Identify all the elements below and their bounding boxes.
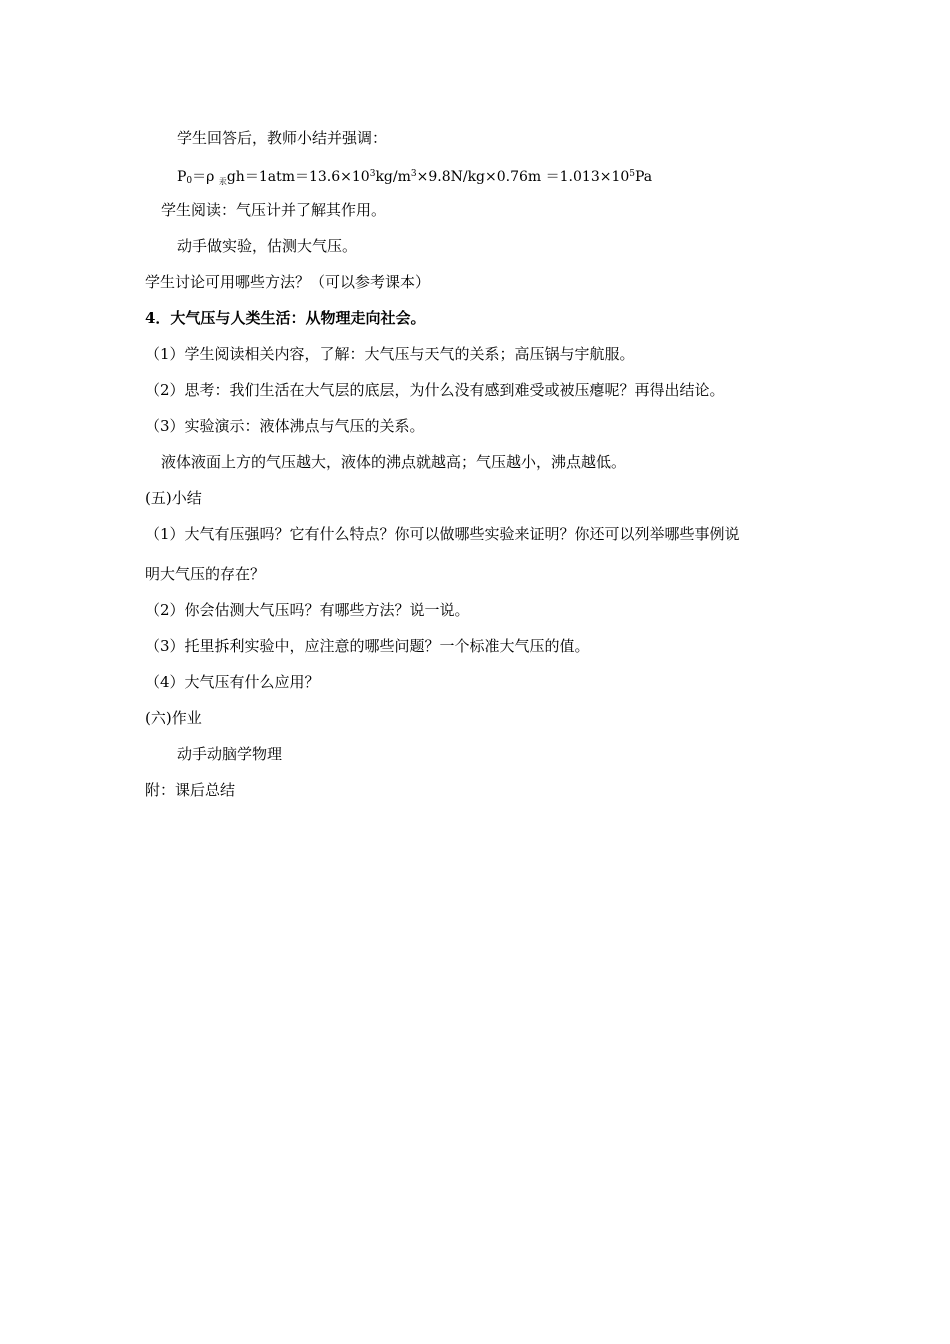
appendix-summary: 附：课后总结 xyxy=(145,781,236,799)
summary-question-3: （3）托里拆利实验中，应注意的哪些问题？一个标准大气压的值。 xyxy=(145,637,590,655)
formula-rho-subscript: 汞 xyxy=(218,177,227,186)
item-reading-content: （1）学生阅读相关内容，了解：大气压与天气的关系；高压锅与宇航服。 xyxy=(145,345,635,363)
section-summary-heading: (五)小结 xyxy=(145,489,202,507)
summary-question-1-cont: 明大气压的存在？ xyxy=(145,565,266,583)
section-4-heading: 4．大气压与人类生活：从物理走向社会。 xyxy=(145,309,426,327)
teacher-summary-intro: 学生回答后，教师小结并强调： xyxy=(177,129,388,147)
formula-p-subscript: 0 xyxy=(186,176,193,186)
formula-part3: kg/m xyxy=(375,169,411,185)
section-homework-heading: (六)作业 xyxy=(145,709,202,727)
formula-exp2: 3 xyxy=(410,169,417,179)
summary-question-1: （1）大气有压强吗？它有什么特点？你可以做哪些实验来证明？你还可以列举哪些事例说 xyxy=(145,525,740,543)
formula-exp1: 3 xyxy=(369,169,376,179)
formula-exp3: 5 xyxy=(629,169,636,179)
homework-item: 动手动脑学物理 xyxy=(177,745,283,763)
barometer-reading: 学生阅读：气压计并了解其作用。 xyxy=(161,201,387,219)
formula-eq1: ＝ρ xyxy=(192,169,219,185)
boiling-point-conclusion: 液体液面上方的气压越大，液体的沸点就越高；气压越小，沸点越低。 xyxy=(161,453,627,471)
item-demo: （3）实验演示：液体沸点与气压的关系。 xyxy=(145,417,425,435)
discussion-methods: 学生讨论可用哪些方法？（可以参考课本） xyxy=(145,273,431,291)
item-think: （2）思考：我们生活在大气层的底层，为什么没有感到难受或被压瘪呢？再得出结论。 xyxy=(145,381,725,399)
formula-part5: Pa xyxy=(635,169,653,185)
atmospheric-pressure-formula xyxy=(177,164,652,192)
experiment-estimate: 动手做实验，估测大气压。 xyxy=(177,237,358,255)
formula-p: P xyxy=(177,169,187,185)
formula-part2: gh＝1atm＝13.6×10 xyxy=(226,169,370,185)
summary-question-2: （2）你会估测大气压吗？有哪些方法？说一说。 xyxy=(145,601,470,619)
summary-question-4: （4）大气压有什么应用？ xyxy=(145,673,320,691)
formula-part4: ×9.8N/kg×0.76m ＝1.013×10 xyxy=(416,169,630,185)
